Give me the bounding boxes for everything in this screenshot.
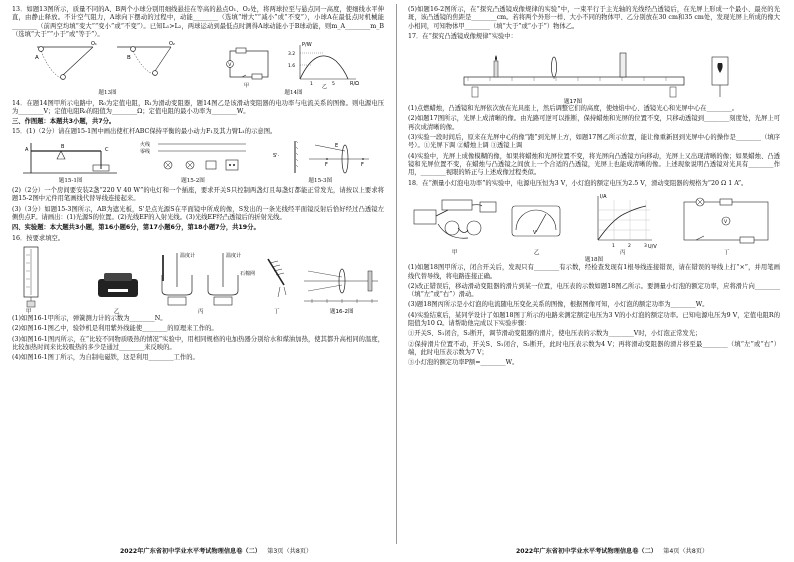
section-3-heading: 三、作图题：本题共3小题，共7分。 bbox=[12, 118, 116, 126]
figure-15-2 bbox=[138, 139, 248, 185]
circuit-experiment-diagram bbox=[408, 190, 780, 256]
figure-18-caption: 题18图 bbox=[584, 256, 604, 263]
question-18-intro: 18．在“测量小灯泡电功率”的实验中，电源电压恒为3 V，小灯泡的额定电压为2.5 V，滑动变阻器的规格为“20 Ω 1 A”。 bbox=[408, 179, 748, 187]
svg-text:S'·: S'· bbox=[273, 152, 280, 159]
pendulum-diagram bbox=[33, 41, 183, 89]
optics-diagram bbox=[265, 139, 375, 177]
figure-17 bbox=[408, 43, 780, 105]
figure-16 bbox=[12, 245, 384, 315]
question-16-intro: 16．按要求填空。 bbox=[12, 234, 65, 242]
figure-row-13-14 bbox=[12, 41, 384, 97]
fig16-label-c: 丙 bbox=[198, 308, 204, 315]
thermometer-label-2: 温度计 bbox=[226, 252, 242, 259]
question-15-3: (3)（3分）如题15-3图所示，AB为遮光板，S'是点光源S在平面镜中所成的像，S发出的一条光线经平面镜反射后恰好经过凸透镜左侧焦点F。请画出：(1)光源S的位置。(2)光线EF的入射光线。(3)光线EF经凸透镜后的折射光线。 bbox=[12, 205, 384, 222]
question-16-4: (4)如图16-1图丁所示，为自制电磁铁，这是利用________工作的。 bbox=[12, 354, 199, 362]
question-13: 13．如题13图所示，质量不同的A、B两个小球分别用细线悬挂在等高的悬点O₁、O₂处，将两球拉至与悬点同一高度，使细线水平伸直，由静止释放。不计空气阻力，A球向下摆动的过程中，动能________（选填“增大”“减小”或“不变”），小球A在最低点时机械能________（前两空均填“变大”“变小”或“不变”）。已知L₁>L₂，两球运动到最低点时测得A球动能小于B球动能，则m_A________m_B（选填“大于”“小于”或“等于”）。 bbox=[12, 6, 384, 38]
question-15-2: (2)（2分）一个房间要安装2盏“220 V 40 W”的电灯和一个插座，要求开关S只控制两盏灯且每盏灯都能正常发光，请按以上要求将题15-2图中元件用笔画线代替导线连接起来。 bbox=[12, 187, 384, 203]
svg-text:O₁: O₁ bbox=[90, 41, 97, 48]
question-18-2: (2)改正错误后，移动滑动变阻器的滑片到某一位置，电压表的示数如题18图乙所示。要测量小灯泡的额定功率，应将滑片向________（填“左”或“右”）滑动。 bbox=[408, 282, 780, 299]
fig18-label-a: 甲 bbox=[452, 249, 458, 256]
fig16-label-d: 丁 bbox=[274, 308, 280, 315]
question-15-1: 15．(1)（2分）请在题15-1图中画出使杠杆ABC保持平衡的最小动力F₁及其力臂L₁的示意图。 bbox=[12, 128, 277, 136]
question-16-1: (1)如图16-1甲所示，弹簧测力计的示数为________N。 bbox=[12, 314, 167, 322]
graph-value-1: 3.2 bbox=[287, 52, 295, 58]
left-column bbox=[12, 6, 384, 364]
figure-row-15 bbox=[12, 139, 384, 185]
fig16-label-a: 甲 bbox=[26, 308, 32, 315]
iu-tick-1: 1 bbox=[612, 243, 615, 249]
footer-left-title: 2022年广东省初中学业水平考试物理信息卷（二） bbox=[120, 548, 261, 555]
question-16-5: (5)如题16-2图所示，在“探究凸透镜成像规律的实验”中，一束平行于主光轴的光线经凸透镜后，在光屏上形成一个最小、最亮的光斑，该凸透镜的焦距是________cm。若将两个外形一样、大小不同的物体甲、乙分别放在30 cm和35 cm处，发现光屏上所成的像大小相同，可知物体甲________（填“大于”或“小于”）物体乙。 bbox=[408, 6, 780, 30]
question-18-4: (4)实验结束后，某同学设计了如题18图丁所示的电路来测定额定电压为3 V的小灯泡的额定功率。已知电源电压为9 V，定值电阻R的阻值为10 Ω。请帮助他完成以下实验步骤： bbox=[408, 311, 780, 328]
thermometer-label-1: 温度计 bbox=[180, 252, 196, 259]
svg-text:V: V bbox=[227, 63, 231, 69]
fig14-sub-a: 甲 bbox=[243, 83, 249, 90]
asbestos-net-label: 石棉网 bbox=[240, 270, 256, 277]
question-18-4-step-2: ②保持滑片位置不动，开关S、S₁闭合，S₂断开，此时电压表示数为4 V；再将滑动变阻器的滑片移至最________（填“左”或“右”）端，此时电压表示数为7 V； bbox=[408, 340, 780, 356]
footer-right bbox=[516, 548, 708, 556]
footer-right-page: 第4页（共8页） bbox=[663, 548, 709, 555]
figure-13-caption: 题13图 bbox=[98, 90, 117, 97]
neutral-wire-label: 零线 bbox=[139, 148, 150, 155]
right-column bbox=[408, 6, 780, 370]
question-18-3: (3)题18图丙所示是小灯泡的电流随电压变化关系的图像，根据图像可知，小灯泡的额定功率为________W。 bbox=[408, 301, 709, 309]
svg-text:V: V bbox=[533, 229, 537, 236]
lever-diagram bbox=[21, 139, 121, 177]
wiring-diagram bbox=[138, 139, 248, 177]
figure-15-3-caption: 题15-3图 bbox=[308, 177, 333, 184]
section-4-heading: 四、实验题：本大题共3小题，第16小题6分，第17小题6分，第18小题7分，共19分。 bbox=[12, 224, 260, 232]
iu-tick-2: 2 bbox=[628, 243, 631, 249]
iu-graph-x-label: U/V bbox=[648, 243, 657, 250]
footer-left-page: 第3页（共8页） bbox=[267, 548, 313, 555]
iu-graph-y-label: I/A bbox=[600, 193, 607, 200]
figure-15-1 bbox=[21, 139, 121, 185]
svg-text:F: F bbox=[325, 161, 329, 168]
iu-tick-3: 3 bbox=[644, 243, 647, 249]
column-divider bbox=[396, 4, 397, 544]
figure-15-2-caption: 题15-2图 bbox=[181, 177, 205, 184]
svg-text:E: E bbox=[335, 142, 339, 149]
question-18-4-step-3: ③小灯泡的额定功率P额=________W。 bbox=[408, 359, 519, 367]
svg-text:B: B bbox=[126, 55, 131, 62]
question-18-1: (1)如题18图甲所示，闭合开关后，发现只有________有示数，经检查发现有1根导线连接错误，请在错误的导线上打“×”，并用笔画线代替导线，将电路连接正确。 bbox=[408, 264, 780, 280]
figure-17-caption: 题17图 bbox=[564, 99, 582, 106]
svg-text:F: F bbox=[361, 161, 365, 168]
footer-right-title: 2022年广东省初中学业水平考试物理信息卷（二） bbox=[516, 548, 657, 555]
question-17-3: (3)实验一段时间后，原来在光屏中心的像“跑”到光屏上方，如题17图乙所示位置，能让像重新回到光屏中心的操作是________（填序号）。①光屏下调 ②蜡烛上调 ③透镜上调 bbox=[408, 134, 780, 150]
figure-13 bbox=[33, 41, 183, 97]
graph-value-2: 1.6 bbox=[287, 64, 295, 70]
fig18-label-b: 乙 bbox=[534, 249, 540, 256]
fig18-label-d: 丁 bbox=[724, 249, 730, 256]
question-17-4: (4)实验中，光屏上成像模糊的像，如果将蜡烛和光屏位置不变，将光屏向凸透镜方向移动，光屏上又出现清晰的像；如果蜡烛、凸透镜和光屏位置不变，在蜡烛与凸透镜之间放上一个合适的凸透镜，光屏上也能成清晰的像。上述现象说明凸透镜对光具有________作用，________视眼的矫正与上述成像过程类似。 bbox=[408, 152, 780, 177]
graph-tick-2: 5 bbox=[331, 82, 335, 88]
svg-text:O₂: O₂ bbox=[168, 41, 175, 48]
figure-16-2-caption: 题16-2图 bbox=[330, 308, 354, 315]
circuit-and-power-graph bbox=[224, 41, 364, 89]
experiment-apparatus bbox=[12, 245, 384, 315]
fig18-label-c: 丙 bbox=[620, 249, 626, 256]
question-14: 14．在题14图甲所示电路中，R₀为定值电阻，R₁为滑动变阻器，题14图乙是该滑动变阻器的电功率与电流关系的图像。则电源电压为________V；定值电阻R₀的阻值为________Ω；定值电阻的最小功率为________W。 bbox=[12, 99, 384, 115]
question-16-2: (2)如图16-1图乙中，验钞机是利用紫外线能使________的原理来工作的。 bbox=[12, 325, 218, 333]
svg-text:V: V bbox=[724, 219, 728, 225]
svg-text:A: A bbox=[24, 146, 29, 153]
svg-text:A: A bbox=[34, 55, 39, 62]
question-17-1: (1)点燃蜡烛，凸透镜和光屏依次放在光具座上，然后调整它们的高度，使烛焰中心、透镜光心和光屏中心在________。 bbox=[408, 105, 739, 113]
svg-text:C: C bbox=[104, 146, 109, 153]
figure-18 bbox=[408, 190, 780, 264]
graph-y-label: P/W bbox=[301, 42, 312, 49]
question-17-intro: 17．在“探究凸透镜成像规律”实验中： bbox=[408, 32, 517, 40]
fig14-sub-b: 乙 bbox=[321, 84, 327, 90]
figure-15-1-caption: 题15-1图 bbox=[58, 177, 83, 184]
question-17-2: (2)如题17图所示，光屏上成清晰的像。由光路可逆可以推断，保持蜡烛和光屏的位置不变，只移动透镜到________刻度处，光屏上可再次成清晰的像。 bbox=[408, 115, 780, 131]
fig16-label-b: 乙 bbox=[114, 308, 120, 315]
figure-15-3 bbox=[265, 139, 375, 185]
graph-x-label: R/Ω bbox=[349, 81, 359, 88]
question-18-4-step-1: ①开关S、S₁闭合，S₂断开，调节滑动变阻器的滑片，使电压表的示数为________V时，小灯泡正常发光； bbox=[408, 330, 702, 338]
graph-tick-1: 1 bbox=[309, 82, 313, 88]
live-wire-label: 火线 bbox=[139, 141, 150, 148]
svg-text:B: B bbox=[60, 143, 65, 150]
figure-14 bbox=[224, 41, 364, 97]
optical-bench-diagram bbox=[444, 43, 744, 105]
figure-14-caption: 题14图 bbox=[284, 90, 303, 97]
footer-left bbox=[120, 548, 312, 556]
question-16-3: (3)如图16-1图丙所示，在“比较不同物质吸热的情况”实验中，用相同规格的电加热器分别给水和煤油加热，使其都升高相同的温度，比较加热时间来比较吸热的多少是通过________来反映的。 bbox=[12, 335, 384, 351]
